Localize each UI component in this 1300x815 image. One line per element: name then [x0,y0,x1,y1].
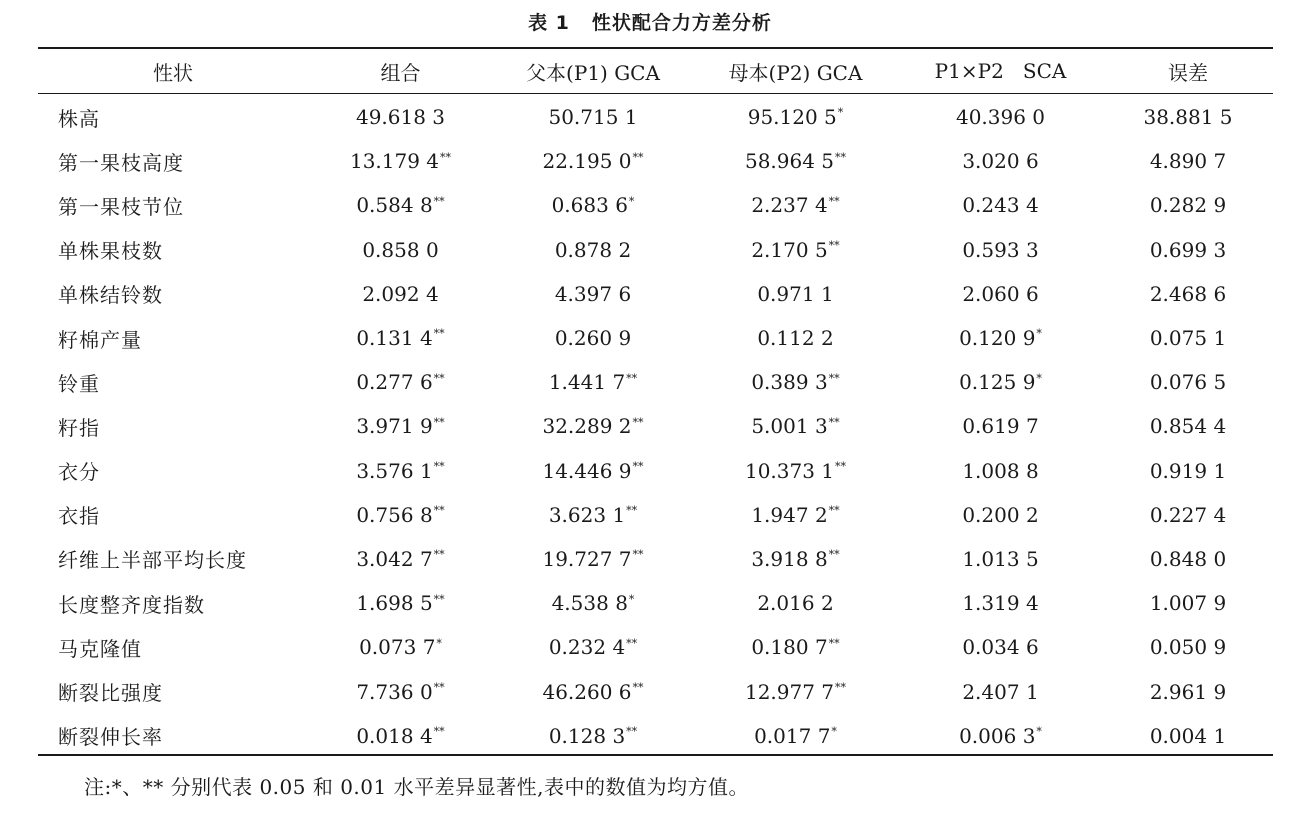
header-p2-gca: 母本(P2) GCA [728,60,863,85]
value-text: 2.407 1 [962,679,1039,704]
value-cell-p1-gca [493,272,693,316]
significance-mark: ** [828,371,840,385]
value-cell-error [1103,272,1273,316]
value-text: 5.001 3 [751,414,828,439]
significance-mark: * [831,725,837,739]
value-text: 0.227 4 [1149,502,1227,527]
value-cell-p1-gca [493,360,693,404]
value-cell-p2-gca [693,537,898,581]
value-cell-p2-gca [693,493,898,537]
value-cell-sca [898,272,1103,316]
value-cell-combination [308,272,493,316]
value-cell-sca [898,625,1103,669]
significance-mark: ** [433,371,445,385]
value-text: 0.017 7 [754,723,831,748]
value-cell-combination [308,581,493,625]
table-row [38,272,1273,316]
table-caption: 性状配合力方差分析 [591,12,772,34]
significance-mark: ** [828,194,840,208]
table-title [0,8,1300,35]
significance-mark: ** [632,150,644,164]
value-cell-p2-gca [693,669,898,713]
value-text: 0.128 3 [548,723,626,748]
value-cell-error [1103,404,1273,448]
value-cell-p2-gca [693,404,898,448]
value-text: 38.881 5 [1143,105,1233,130]
value-cell-p1-gca [493,493,693,537]
value-text: 0.180 7 [751,635,828,660]
value-text: 2.060 6 [962,281,1039,306]
value-text: 0.076 5 [1149,370,1227,395]
significance-mark: ** [626,504,638,518]
trait-cell: 籽指 [58,415,100,440]
significance-mark: ** [433,680,445,694]
significance-mark: ** [828,636,840,650]
table-row [38,714,1273,758]
value-text: 0.200 2 [962,502,1039,527]
value-text: 0.120 9 [959,326,1036,351]
significance-mark: * [628,592,635,606]
value-cell-p1-gca [493,404,693,448]
value-text: 2.092 4 [362,281,439,306]
significance-mark: ** [433,194,445,208]
value-cell-combination [308,714,493,758]
trait-cell: 纤维上半部平均长度 [58,548,247,573]
value-cell-sca [898,537,1103,581]
value-cell-combination [308,669,493,713]
table-row [38,93,1273,139]
value-text: 12.977 7 [744,679,835,704]
trait-cell: 长度整齐度指数 [58,592,205,617]
value-cell-sca [898,404,1103,448]
value-cell-sca [898,714,1103,758]
significance-mark: * [1036,371,1042,385]
value-text: 0.112 2 [757,326,834,351]
value-cell-sca [898,493,1103,537]
value-text: 0.125 9 [959,370,1036,395]
trait-cell: 株高 [58,106,100,131]
value-cell-p2-gca [693,183,898,227]
value-cell-p1-gca [493,139,693,183]
value-text: 3.020 6 [962,149,1039,174]
value-text: 50.715 1 [548,105,638,130]
value-cell-sca [898,228,1103,272]
value-text: 1.319 4 [962,591,1039,616]
value-cell-p2-gca [693,139,898,183]
value-cell-p1-gca [493,228,693,272]
value-cell-sca [898,183,1103,227]
value-text: 0.848 0 [1149,546,1227,571]
value-cell-combination [308,625,493,669]
value-text: 0.243 4 [962,193,1039,218]
value-cell-combination [308,139,493,183]
value-text: 1.007 9 [1149,591,1227,616]
value-text: 0.756 8 [356,502,433,527]
value-cell-error [1103,93,1273,139]
header-error: 误差 [1168,60,1208,85]
trait-cell: 单株结铃数 [58,283,163,308]
trait-cell: 马克隆值 [58,636,142,661]
value-text: 1.698 5 [356,591,433,616]
value-text: 0.619 7 [962,414,1039,439]
trait-cell: 断裂伸长率 [58,725,163,750]
value-cell-p1-gca [493,625,693,669]
trait-cell: 籽棉产量 [58,327,142,352]
header-row [38,49,1273,93]
value-cell-sca [898,139,1103,183]
value-cell-combination [308,449,493,493]
value-cell-error [1103,360,1273,404]
table-row [38,669,1273,713]
significance-mark: ** [828,504,840,518]
value-text: 4.890 7 [1149,149,1227,174]
value-cell-p1-gca [493,669,693,713]
significance-mark: ** [626,371,638,385]
value-cell-p1-gca [493,714,693,758]
value-text: 22.195 0 [542,149,632,174]
value-cell-p2-gca [693,714,898,758]
trait-cell: 铃重 [58,371,100,396]
value-text: 3.918 8 [751,546,828,571]
significance-mark: ** [835,150,847,164]
value-cell-sca [898,93,1103,139]
value-cell-combination [308,183,493,227]
value-text: 4.538 8 [551,591,628,616]
variance-table [38,49,1273,758]
table-row [38,581,1273,625]
value-cell-error [1103,714,1273,758]
value-text: 3.971 9 [356,414,433,439]
trait-cell: 断裂比强度 [58,681,163,706]
significance-mark: ** [433,725,445,739]
value-cell-p2-gca [693,449,898,493]
value-cell-p2-gca [693,581,898,625]
value-text: 7.736 0 [356,679,433,704]
value-text: 10.373 1 [744,458,835,483]
value-text: 2.170 5 [751,237,828,262]
significance-mark: * [436,636,442,650]
value-text: 2.961 9 [1149,679,1227,704]
significance-mark: ** [632,680,644,694]
table-row [38,316,1273,360]
value-text: 0.050 9 [1149,635,1227,660]
significance-mark: ** [828,415,840,429]
value-cell-p1-gca [493,537,693,581]
value-cell-p2-gca [693,93,898,139]
significance-mark: ** [433,327,445,341]
significance-mark: ** [835,459,847,473]
trait-cell: 衣指 [58,504,100,529]
value-cell-error [1103,581,1273,625]
value-cell-combination [308,316,493,360]
value-cell-combination [308,93,493,139]
value-text: 2.016 2 [757,591,834,616]
table-body [38,93,1273,758]
value-cell-combination [308,493,493,537]
value-text: 1.441 7 [548,370,626,395]
value-cell-sca [898,669,1103,713]
value-text: 19.727 7 [542,546,632,571]
value-text: 2.237 4 [751,193,828,218]
significance-mark: ** [433,504,445,518]
value-cell-p1-gca [493,449,693,493]
value-text: 0.593 3 [962,237,1039,262]
significance-mark: ** [433,592,445,606]
trait-cell: 第一果枝节位 [58,194,184,219]
table-note: 注:*、** 分别代表 0.05 和 0.01 水平差异显著性,表中的数值为均方值。 [84,775,749,799]
value-text: 0.584 8 [356,193,433,218]
value-text: 0.131 4 [356,326,433,351]
value-cell-sca [898,316,1103,360]
significance-mark: ** [828,239,840,252]
value-cell-error [1103,669,1273,713]
header-trait: 性状 [153,60,193,85]
table-row [38,625,1273,669]
trait-cell: 衣分 [58,460,100,485]
value-text: 3.042 7 [356,546,433,571]
value-text: 58.964 5 [744,149,835,174]
table-row [38,404,1273,448]
value-text: 1.008 8 [962,458,1039,483]
significance-mark: ** [433,548,445,562]
value-cell-combination [308,228,493,272]
value-text: 0.260 9 [554,326,632,351]
value-cell-p2-gca [693,228,898,272]
value-cell-p1-gca [493,183,693,227]
table-row [38,537,1273,581]
value-cell-sca [898,360,1103,404]
significance-mark: ** [626,636,638,650]
value-cell-error [1103,183,1273,227]
significance-mark: ** [632,548,644,562]
significance-mark: ** [440,150,452,164]
value-text: 14.446 9 [542,458,632,483]
value-cell-combination [308,360,493,404]
value-cell-p2-gca [693,360,898,404]
significance-mark: ** [632,415,644,429]
value-text: 1.947 2 [751,502,828,527]
value-text: 0.073 7 [359,635,436,660]
value-cell-p2-gca [693,625,898,669]
table-row [38,493,1273,537]
value-cell-sca [898,449,1103,493]
value-text: 0.878 2 [554,237,632,262]
value-text: 0.919 1 [1149,458,1227,483]
value-text: 0.277 6 [356,370,433,395]
value-cell-combination [308,404,493,448]
value-text: 49.618 3 [355,105,446,130]
significance-mark: * [1036,725,1042,739]
value-text: 46.260 6 [542,679,632,704]
table-row [38,228,1273,272]
value-text: 1.013 5 [962,546,1039,571]
value-cell-error [1103,625,1273,669]
value-text: 0.699 3 [1149,237,1227,262]
value-text: 0.858 0 [362,237,439,262]
header-p1-gca: 父本(P1) GCA [526,60,660,85]
table-row [38,360,1273,404]
significance-mark: ** [433,459,445,473]
value-cell-combination [308,537,493,581]
value-cell-p1-gca [493,581,693,625]
significance-mark: ** [433,415,445,429]
value-text: 2.468 6 [1149,281,1227,306]
header-combination: 组合 [380,60,421,85]
value-text: 0.232 4 [548,635,626,660]
value-cell-p2-gca [693,316,898,360]
significance-mark: * [1036,327,1042,341]
value-text: 0.006 3 [959,723,1036,748]
trait-cell: 第一果枝高度 [58,150,184,175]
significance-mark: ** [835,680,847,694]
value-cell-error [1103,449,1273,493]
header-sca: P1×P2 SCA [934,59,1067,83]
table-row [38,449,1273,493]
value-text: 0.034 6 [962,635,1039,660]
value-text: 13.179 4 [349,149,440,174]
significance-mark: * [628,194,635,208]
value-cell-error [1103,316,1273,360]
table-row [38,139,1273,183]
value-cell-p2-gca [693,272,898,316]
value-text: 4.397 6 [554,281,632,306]
value-text: 95.120 5 [747,105,837,130]
table-row [38,183,1273,227]
table-number: 表 1 [528,12,570,34]
value-text: 0.854 4 [1149,414,1227,439]
value-text: 0.282 9 [1149,193,1227,218]
value-text: 0.389 3 [751,370,828,395]
value-cell-error [1103,139,1273,183]
value-text: 0.018 4 [356,723,433,748]
value-text: 0.075 1 [1149,326,1227,351]
value-text: 0.683 6 [551,193,628,218]
significance-mark: * [837,106,844,120]
value-text: 0.971 1 [757,281,834,306]
value-cell-error [1103,228,1273,272]
significance-mark: ** [626,725,638,739]
value-text: 40.396 0 [955,105,1046,130]
value-cell-p1-gca [493,93,693,139]
trait-cell: 单株果枝数 [58,239,163,264]
value-text: 0.004 1 [1149,723,1227,748]
value-cell-sca [898,581,1103,625]
value-text: 3.623 1 [548,502,626,527]
value-text: 3.576 1 [356,458,433,483]
value-text: 32.289 2 [542,414,632,439]
significance-mark: ** [632,459,644,473]
significance-mark: ** [828,548,840,562]
value-cell-p1-gca [493,316,693,360]
value-cell-error [1103,537,1273,581]
value-cell-error [1103,493,1273,537]
